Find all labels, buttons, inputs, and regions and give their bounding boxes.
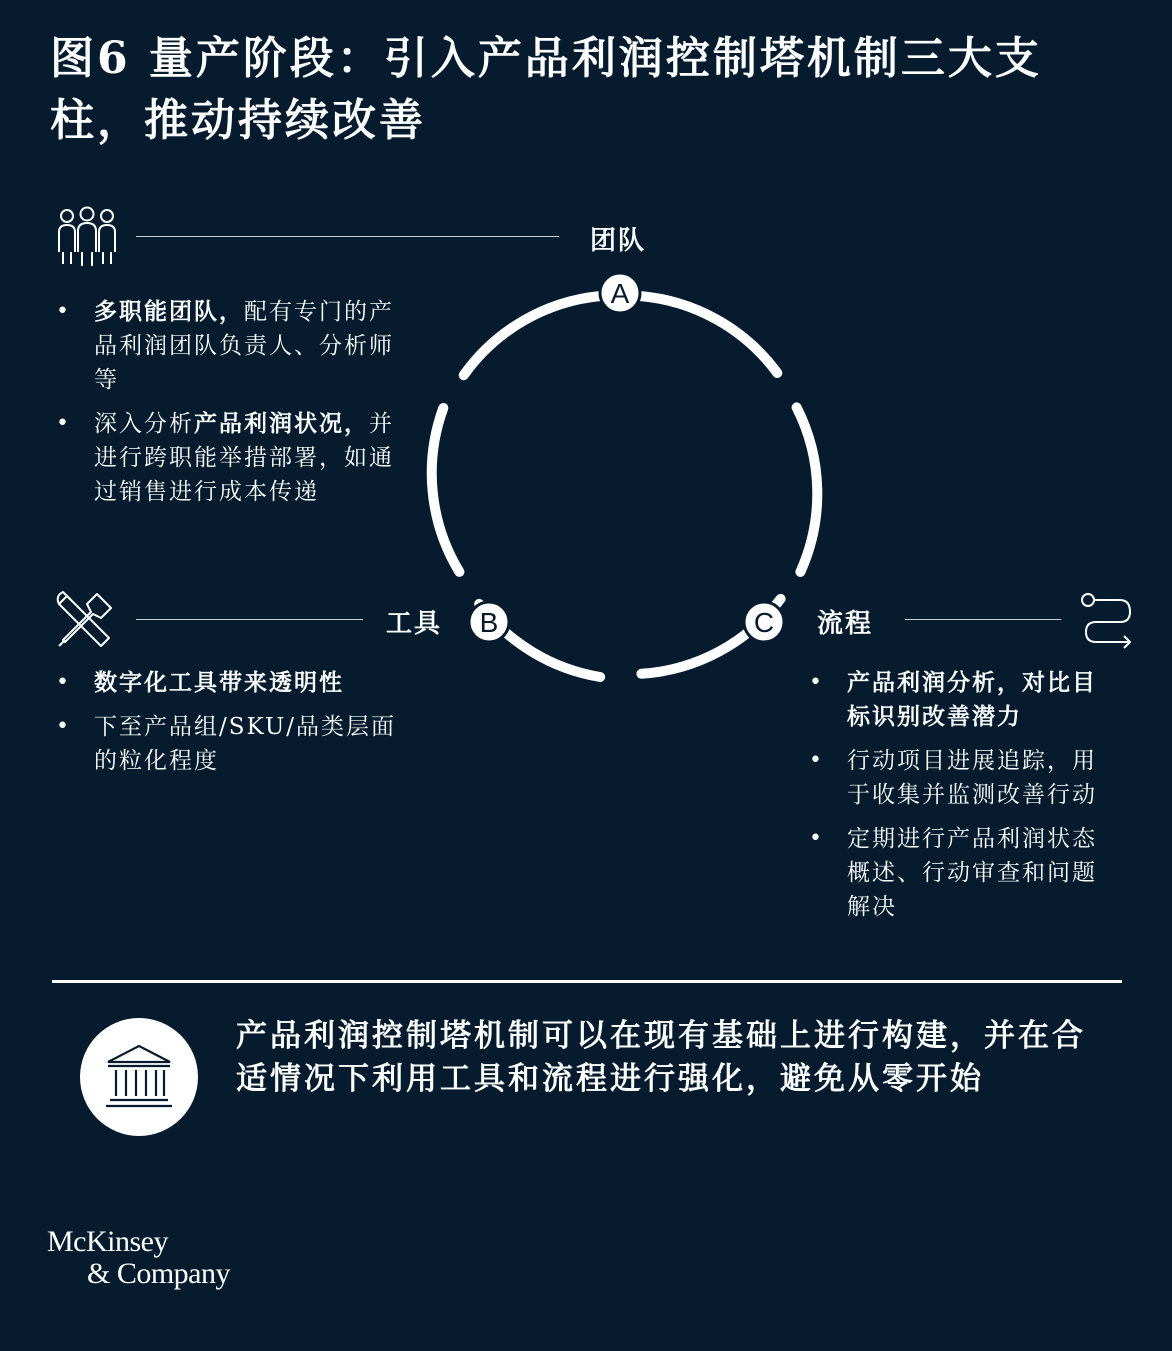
bullet-bold: 产品利润分析，对比目标识别改善潜力: [847, 669, 1097, 730]
tools-header-line: [136, 619, 363, 620]
bullet-text: 并进行跨职能举措部署，如通过销售进行成本传递: [94, 411, 394, 505]
marker-c: [744, 602, 784, 642]
marker-a-label: A: [610, 278, 630, 309]
process-header-line: [905, 619, 1061, 620]
cycle-diagram: [400, 265, 840, 705]
team-label: 团队: [590, 226, 647, 256]
tools-bullet-list: [54, 666, 414, 788]
list-item: [807, 666, 1117, 734]
marker-b-label: B: [479, 607, 499, 638]
list-item: [807, 822, 1117, 924]
marker-a: [600, 273, 640, 313]
bullet-text: 配有专门的产品利润团队负责人、分析师等: [94, 299, 394, 393]
process-bullet-list: [807, 666, 1117, 934]
bullet-text: 行动项目进展追踪，用于收集并监测改善行动: [847, 748, 1097, 808]
people-icon: [55, 206, 119, 268]
ring-arc-c-b: [797, 407, 818, 572]
page-title: 图6 量产阶段：引入产品利润控制塔机制三大支柱，推动持续改善: [50, 33, 1042, 146]
tools-icon: [53, 590, 115, 652]
logo-line-1: McKinsey: [47, 1225, 168, 1258]
bullet-bold: 数字化工具带来透明性: [94, 669, 344, 696]
bank-icon-circle: [80, 1018, 198, 1136]
marker-b: [469, 602, 509, 642]
bullet-text: 深入分析: [94, 411, 194, 437]
list-item: [54, 666, 414, 700]
process-label: 流程: [817, 609, 874, 639]
ring-arc-a-left: [464, 296, 601, 375]
bullet-bold: 产品利润状况，: [194, 410, 369, 437]
list-item: [807, 744, 1117, 812]
tools-label: 工具: [386, 609, 443, 639]
team-header-line: [136, 236, 559, 237]
bank-building-icon: [104, 1042, 174, 1112]
bullet-text: 定期进行产品利润状态概述、行动审查和问题解决: [847, 826, 1097, 920]
ring-arc-a-c: [639, 296, 777, 373]
list-item: [54, 407, 399, 509]
list-item: [54, 295, 399, 397]
bullet-text: 下至产品组/SKU/品类层面的粒化程度: [94, 714, 397, 774]
process-flow-icon: [1078, 590, 1138, 650]
mckinsey-logo: [47, 1226, 230, 1290]
summary-text: 产品利润控制塔机制可以在现有基础上进行构建，并在合适情况下利用工具和流程进行强化，避免从零开始: [236, 1018, 1086, 1097]
list-item: [54, 710, 414, 778]
team-bullet-list: [54, 295, 399, 519]
section-divider: [52, 980, 1122, 983]
logo-line-2: & Company: [87, 1257, 230, 1290]
bullet-bold: 多职能团队，: [94, 298, 244, 325]
ring-arc-b-a: [432, 408, 460, 572]
marker-c-label: C: [753, 607, 775, 638]
